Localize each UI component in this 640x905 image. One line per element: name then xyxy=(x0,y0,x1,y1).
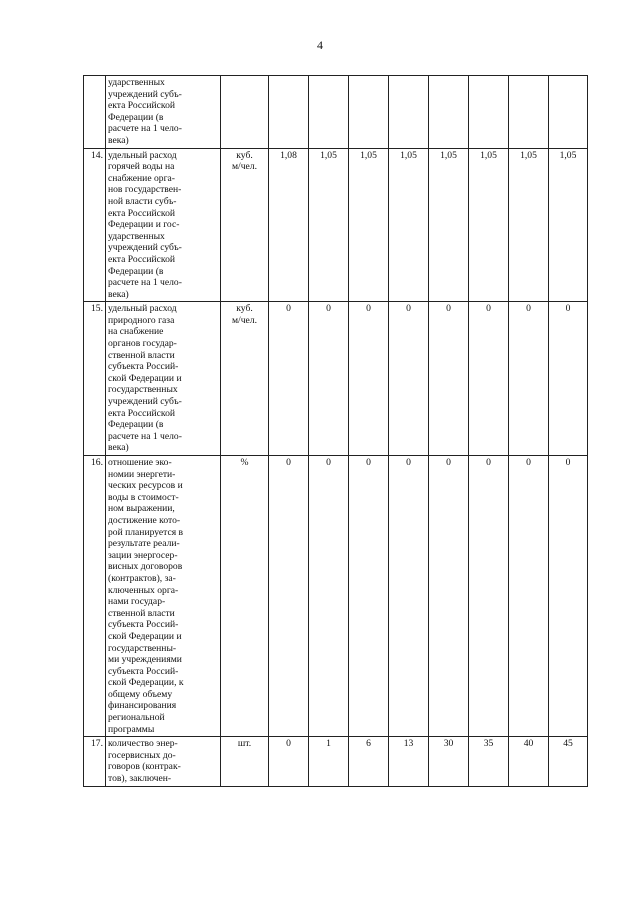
unit-cell xyxy=(221,76,269,149)
row-number: 16. xyxy=(84,456,106,737)
row-number: 17. xyxy=(84,737,106,786)
value-cell: 30 xyxy=(429,737,469,786)
unit-cell: куб. м/чел. xyxy=(221,148,269,302)
value-cell xyxy=(269,76,309,149)
table-row xyxy=(84,302,588,456)
value-cell: 13 xyxy=(389,737,429,786)
value-cell: 0 xyxy=(269,737,309,786)
indicator-name: количество энер- госервисных до- говоров (контрак- тов), заключен- xyxy=(106,737,221,786)
value-cell: 0 xyxy=(509,456,549,737)
value-cell: 45 xyxy=(549,737,588,786)
value-cell: 1,05 xyxy=(389,148,429,302)
row-number xyxy=(84,76,106,149)
table-row xyxy=(84,148,588,302)
value-cell xyxy=(509,76,549,149)
value-cell: 0 xyxy=(309,456,349,737)
table-row xyxy=(84,737,588,786)
value-cell: 0 xyxy=(269,302,309,456)
value-cell: 0 xyxy=(429,456,469,737)
indicator-name: отношение эко- номии энергети- ческих ресурсов и воды в стоимост- ном выражении, достижение кото- рой планируется в результате реали- зации энергосер- висных договоров (контрактов), за- ключенных орга- нами государ- ственной власти субъекта Россий- ской Федерации и государственны- ми учреждениями субъекта Россий- ской Федерации, к общему объему финансирования региональной программы xyxy=(106,456,221,737)
value-cell xyxy=(549,76,588,149)
row-number: 14. xyxy=(84,148,106,302)
value-cell: 0 xyxy=(469,456,509,737)
indicator-name: удельный расход природного газа на снабжение органов государ- ственной власти субъекта Россий- ской Федерации и государственных учреждений субъ- екта Российской Федерации (в расчете на 1 чело- века) xyxy=(106,302,221,456)
value-cell xyxy=(349,76,389,149)
table-row xyxy=(84,456,588,737)
value-cell: 0 xyxy=(429,302,469,456)
value-cell: 6 xyxy=(349,737,389,786)
value-cell: 0 xyxy=(469,302,509,456)
indicator-name: удельный расход горячей воды на снабжение орга- нов государствен- ной власти субъ- екта Российской Федерации и гос- ударственных учреждений субъ- екта Российской Федерации (в расчете на 1 чело- века) xyxy=(106,148,221,302)
value-cell: 0 xyxy=(549,302,588,456)
value-cell: 1,05 xyxy=(469,148,509,302)
value-cell: 1,08 xyxy=(269,148,309,302)
value-cell: 0 xyxy=(389,302,429,456)
unit-cell: куб. м/чел. xyxy=(221,302,269,456)
value-cell: 1,05 xyxy=(549,148,588,302)
indicator-name: ударственных учреждений субъ- екта Российской Федерации (в расчете на 1 чело- века) xyxy=(106,76,221,149)
value-cell: 0 xyxy=(389,456,429,737)
unit-cell: шт. xyxy=(221,737,269,786)
table-row xyxy=(84,76,588,149)
value-cell xyxy=(309,76,349,149)
value-cell xyxy=(429,76,469,149)
unit-cell: % xyxy=(221,456,269,737)
value-cell: 0 xyxy=(349,302,389,456)
value-cell xyxy=(389,76,429,149)
value-cell: 1,05 xyxy=(309,148,349,302)
value-cell: 1 xyxy=(309,737,349,786)
value-cell xyxy=(469,76,509,149)
value-cell: 0 xyxy=(349,456,389,737)
value-cell: 1,05 xyxy=(509,148,549,302)
indicator-table xyxy=(83,75,588,787)
page-number: 4 xyxy=(317,38,323,52)
value-cell: 0 xyxy=(549,456,588,737)
value-cell: 0 xyxy=(509,302,549,456)
value-cell: 35 xyxy=(469,737,509,786)
value-cell: 0 xyxy=(309,302,349,456)
value-cell: 40 xyxy=(509,737,549,786)
value-cell: 1,05 xyxy=(429,148,469,302)
row-number: 15. xyxy=(84,302,106,456)
value-cell: 0 xyxy=(269,456,309,737)
value-cell: 1,05 xyxy=(349,148,389,302)
